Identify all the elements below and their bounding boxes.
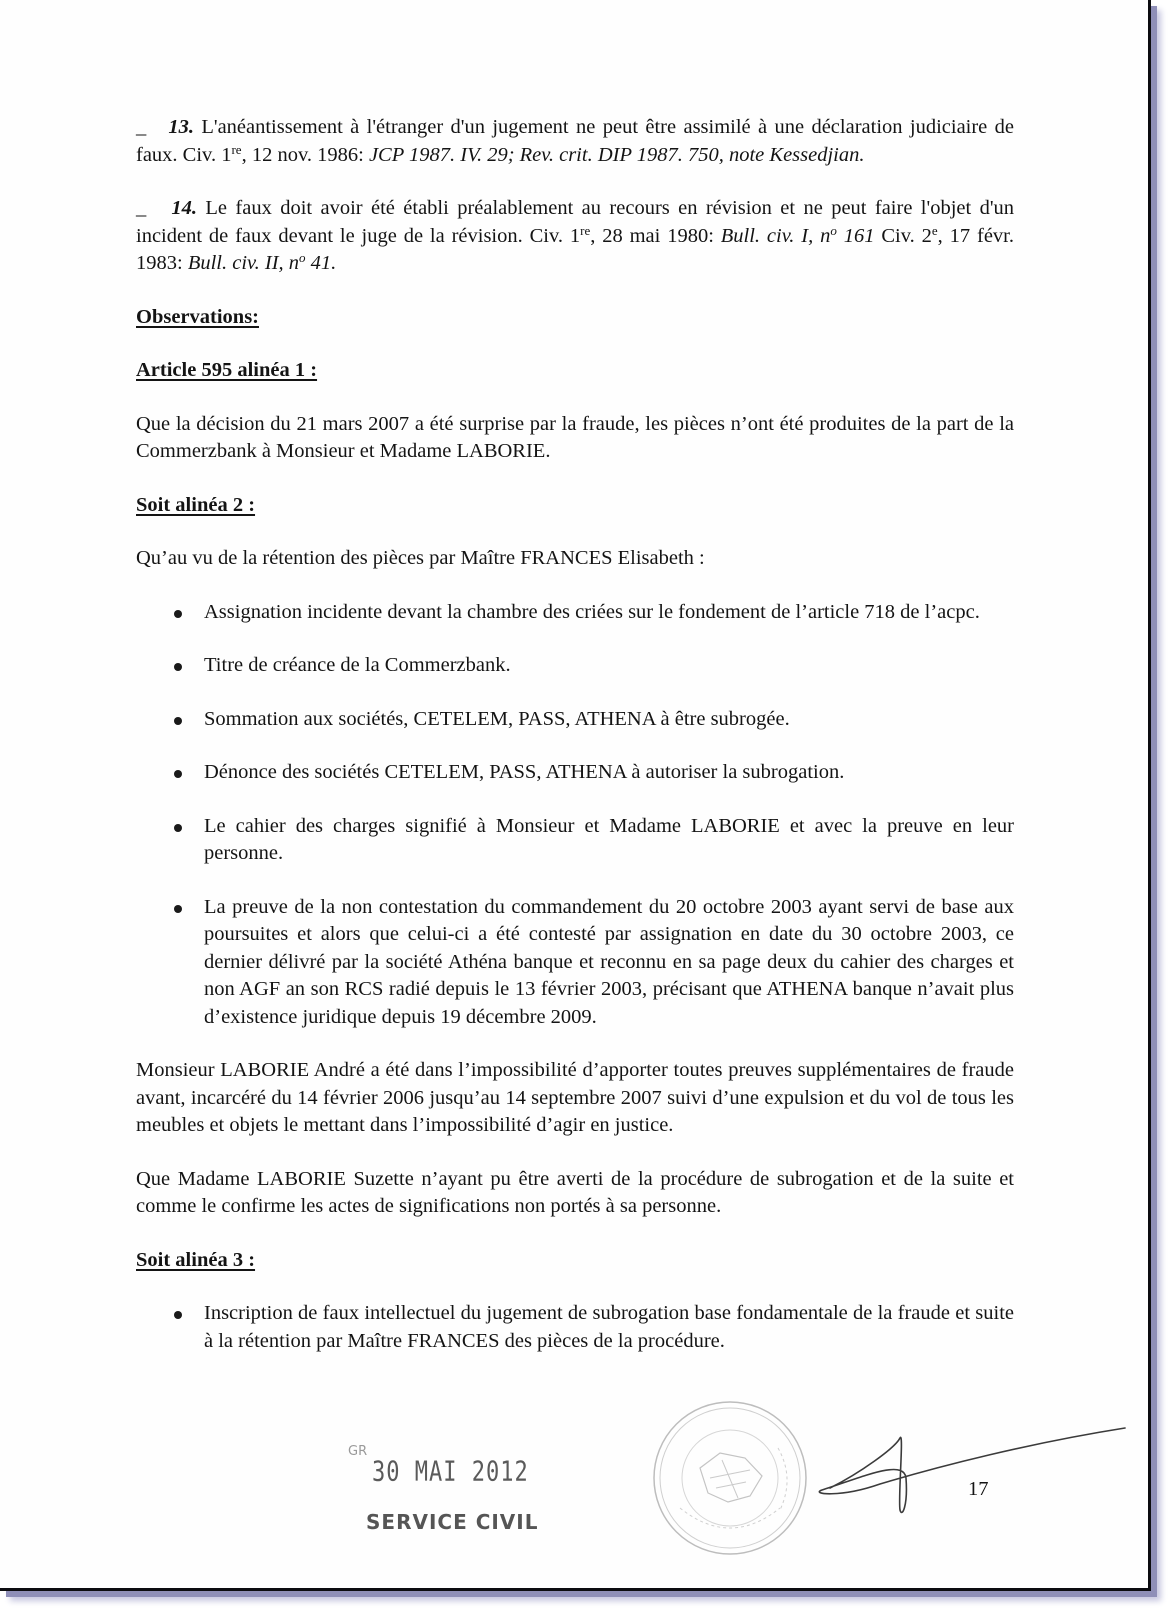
item-text: L'anéantissement à l'étranger d'un jugement ne peut être assimilé à une déclaration judiciaire de faux. Civ. 1: [136, 116, 1015, 166]
alinea-2-heading: Soit alinéa 2 :: [136, 493, 256, 516]
article-paragraph: Que la décision du 21 mars 2007 a été surprise par la fraude, les pièces n’ont été produites de la part de la Commerzbank à Monsieur et Madame LABORIE.: [136, 412, 1014, 462]
list-item: [136, 652, 1014, 680]
citation-number: 161: [836, 224, 875, 247]
bullet-icon: [174, 905, 182, 913]
jurisprudence-item-13: [136, 114, 1014, 169]
page-content: [136, 114, 1014, 1381]
list-item: [136, 813, 1014, 868]
alinea-3-heading: Soit alinéa 3 :: [136, 1248, 256, 1271]
handwritten-signature-icon: [800, 1418, 1130, 1518]
item-date: , 12 nov. 1986:: [241, 143, 369, 166]
list-item-text: La preuve de la non contestation du commandement du 20 octobre 2003 ayant servi de base aux poursuites et alors que celui-ci a été contesté par assignation en date du 30 octobre 2003, ce dernier délivré par la société Athéna banque et reconnu en sa page deux du cahier des charges et non AGF an son RCS radié depuis le 13 février 2003, précisant que ATHENA banque n’avait plus d’existence juridique depuis 19 décembre 2009.: [204, 895, 1014, 1028]
citation-text: Bull. civ. I, n: [720, 224, 831, 247]
laborie-suzette-paragraph: Que Madame LABORIE Suzette n’ayant pu être averti de la procédure de subrogation et de la suite et comme le confirme les actes de significations non portés à sa personne.: [136, 1167, 1014, 1217]
date-stamp: 30 MAI 2012: [372, 1456, 529, 1489]
citation-superscript: o: [299, 250, 306, 265]
bullet-icon: [174, 610, 182, 618]
list-item: [136, 706, 1014, 734]
bullet-icon: [174, 663, 182, 671]
list-item: [136, 599, 1014, 627]
citation-text: Bull. civ. II, n: [187, 252, 300, 274]
faint-stamp-mark: GR: [348, 1444, 368, 1459]
list-item-text: Sommation aux sociétés, CETELEM, PASS, ATHENA à être subrogée.: [204, 707, 790, 730]
item-number: 14.: [171, 197, 198, 219]
item-superscript: re: [231, 141, 242, 157]
item-superscript: re: [580, 222, 591, 238]
page-number: 17: [968, 1478, 989, 1500]
bullet-icon: [174, 717, 182, 725]
laborie-andre-paragraph: Monsieur LABORIE André a été dans l’impossibilité d’apporter toutes preuves supplémentaires de fraude avant, incarcéré du 14 février 2006 jusqu’au 14 septembre 2007 suivi d’une expulsion et du vol de tous les meubles et objets le mettant dans l’impossibilité d’agir en justice.: [136, 1059, 1014, 1136]
item-citation: JCP 1987. IV. 29; Rev. crit. DIP 1987. 750, note Kessedjian.: [368, 143, 865, 166]
item-citation: [188, 252, 336, 274]
court-seal-icon: [650, 1398, 810, 1558]
list-item-text: Assignation incidente devant la chambre des criées sur le fondement de l’article 718 de l’acpc.: [204, 600, 980, 623]
list-item: [136, 894, 1014, 1032]
bullet-icon: [174, 824, 182, 832]
item-superscript: e: [931, 222, 938, 238]
item-citation: [720, 222, 875, 247]
alinea-2-intro: Qu’au vu de la rétention des pièces par Maître FRANCES Elisabeth :: [136, 547, 705, 569]
jurisprudence-item-14: [136, 195, 1014, 278]
item-prefix: _: [136, 116, 147, 138]
item-date: , 28 mai 1980:: [590, 224, 721, 247]
bullet-icon: [174, 1311, 182, 1319]
citation-superscript: o: [830, 222, 837, 238]
list-item-text: Inscription de faux intellectuel du jugement de subrogation base fondamentale de la fraude et suite à la rétention par Maître FRANCES des pièces de la procédure.: [204, 1302, 1014, 1352]
item-prefix: _: [136, 197, 147, 219]
article-heading: Article 595 alinéa 1 :: [136, 359, 318, 381]
item-text: Civ. 2: [874, 224, 932, 247]
list-item-text: Dénonce des sociétés CETELEM, PASS, ATHENA à autoriser la subrogation.: [204, 761, 845, 783]
list-item-text: Titre de créance de la Commerzbank.: [204, 654, 511, 676]
item-text: Le faux doit avoir été établi préalablement au recours en révision et ne peut faire l'objet d'un incident de faux devant le juge de la révision. Civ. 1: [136, 197, 1015, 247]
service-stamp: SERVICE CIVIL: [366, 1510, 539, 1534]
list-item: [136, 1300, 1014, 1355]
observations-heading: Observations:: [136, 305, 259, 328]
citation-number: 41.: [305, 252, 337, 274]
item-number: 13.: [168, 116, 194, 138]
alinea-2-bullet-list: [136, 599, 1014, 1032]
bullet-icon: [174, 770, 182, 778]
list-item-text: Le cahier des charges signifié à Monsieur et Madame LABORIE et avec la preuve en leur personne.: [204, 814, 1014, 864]
list-item: [136, 759, 1014, 787]
alinea-3-bullet-list: [136, 1300, 1014, 1355]
item-date: , 17 févr. 1983:: [136, 224, 1014, 274]
